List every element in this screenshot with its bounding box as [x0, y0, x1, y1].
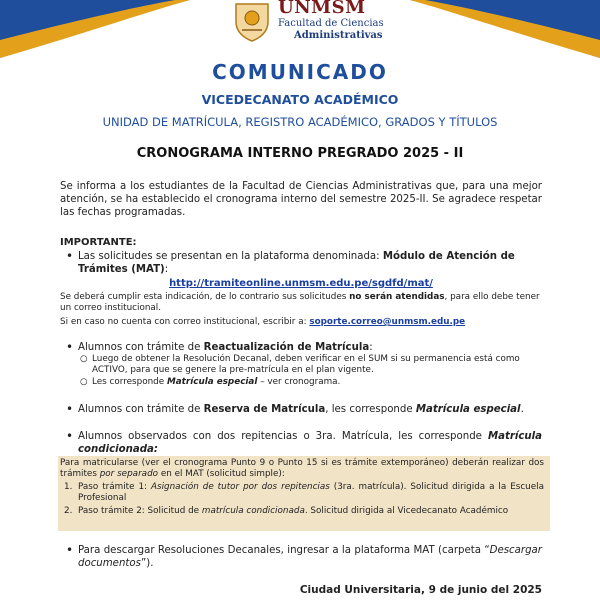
importante-label: IMPORTANTE: [60, 237, 137, 248]
subtitle: VICEDECANATO ACADÉMICO [201, 92, 399, 107]
sublist-item: ○ Les corresponde Matrícula especial – ver cronograma. [80, 377, 341, 387]
header [0, 0, 600, 48]
step-1: 1. Paso trámite 1: Asignación de tutor por dos repitencias (3ra. matrícula). Solicitud dirigida a la Escuela Profesional [64, 482, 545, 503]
note-correo: Se deberá cumplir esta indicación, de lo contrario sus solicitudes no serán atendidas, para ello debe tener un correo institucional. [60, 292, 540, 313]
bullet-icon: • [66, 402, 74, 416]
cronograma-title: CRONOGRAMA INTERNO PREGRADO 2025 - II [136, 146, 464, 161]
page-title: COMUNICADO [212, 60, 388, 84]
mat-link[interactable]: http://tramiteonline.unmsm.edu.pe/sgdfd/mat/ [169, 278, 433, 289]
bullet-icon: • [66, 249, 74, 263]
list-item-mat: • Las solicitudes se presentan en la plataforma denominada: Módulo de Atención de Trámites (MAT): [66, 249, 515, 275]
list-item-reserva: • Alumnos con trámite de Reserva de Matrícula, les corresponde Matrícula especial. [66, 402, 524, 416]
intro-paragraph: Se informa a los estudiantes de la Facultad de Ciencias Administrativas que, para una mejor atención, se ha establecido el cronograma interno del semestre 2025-II. Se agradece respetar las fechas programadas. [60, 181, 542, 218]
soporte-email-link[interactable]: soporte.correo@unmsm.edu.pe [309, 317, 466, 327]
circle-bullet-icon: ○ [80, 377, 88, 387]
faculty-name-line2: Administrativas [294, 30, 383, 41]
mat-link-row [60, 278, 542, 289]
sublist-item: ○ Luego de obtener la Resolución Decanal, deben verificar en el SUM si su permanencia está como ACTIVO, para que se genere la pre-matrícula en el plan vigente. [80, 354, 520, 375]
list-item-observados: • Alumnos observados con dos repitencias o 3ra. Matrícula, les corresponde Matrícula condicionada: [66, 429, 542, 455]
faculty-name: Facultad de Ciencias [278, 18, 384, 29]
unit-name: UNIDAD DE MATRÍCULA, REGISTRO ACADÉMICO, GRADOS Y TÍTULOS [102, 115, 498, 129]
step-2: 2. Paso trámite 2: Solicitud de matrícula condicionada. Solicitud dirigida al Vicedecanato Académico [64, 506, 509, 516]
condicionada-note: Para matricularse (ver el cronograma Punto 9 o Punto 15 si es trámite extemporáneo) deberán realizar dos trámites por separado en el MAT (solicitud simple): [60, 458, 544, 479]
list-item-reactualizacion: • Alumnos con trámite de Reactualización de Matrícula: [66, 340, 373, 354]
brand-name: UNMSM [278, 0, 366, 18]
circle-bullet-icon: ○ [80, 354, 88, 364]
note-soporte: Si en caso no cuenta con correo institucional, escribir a: soporte.correo@unmsm.edu.pe [60, 317, 466, 327]
bullet-icon: • [66, 340, 74, 354]
bullet-icon: • [66, 429, 74, 443]
list-item-descargar: • Para descargar Resoluciones Decanales, ingresar a la plataforma MAT (carpeta “Descargar documentos”). [66, 543, 542, 569]
unmsm-crest-icon [232, 0, 272, 42]
bullet-icon: • [66, 543, 74, 557]
date-line: Ciudad Universitaria, 9 de junio del 2025 [299, 584, 542, 596]
